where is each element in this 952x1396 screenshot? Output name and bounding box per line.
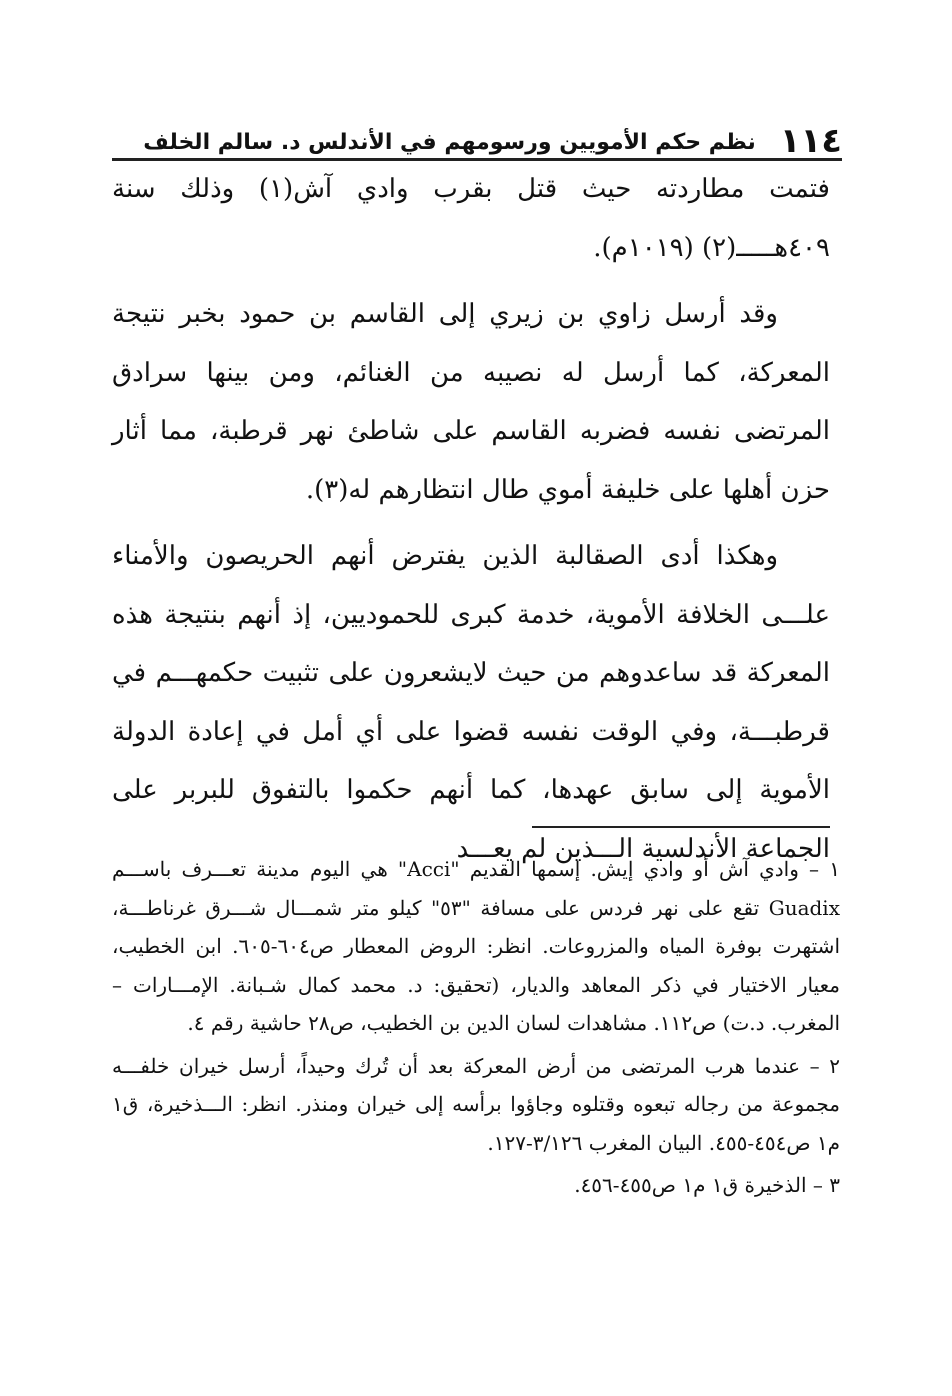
footnote-3: ٣ – الذخيرة ق١ م١ ص٤٥٥-٤٥٦.: [574, 1173, 840, 1197]
footnote-2: ٢ – عندما هرب المرتضى من أرض المعركة بعد أن تُرك وحيداً، أرسل خيران خلفـــه مجموعة من رجاله تبعوه وقتلوه وجاؤوا برأسه إلى خيران ومنذر. انظر: الـــذخيرة، ق١ م١ ص٤٥٤-٤٥٥. البيان المغرب ٣/١٢٦-١٢٧.: [112, 1053, 840, 1155]
body-text: [112, 160, 830, 878]
footnotes: [112, 850, 840, 1205]
paragraph-1: فتمت مطاردته حيث قتل بقرب وادي آش(١) وذلك سنة ٤٠٩هـــــ(٢) (١٠١٩م).: [112, 174, 830, 263]
paragraph-2: وقد أرسل زاوي بن زيري إلى القاسم بن حمود بخبر نتيجة المعركة، كما أرسل له نصيبه من الغنائم، ومن بينها سرادق المرتضى نفسه فضربه القاسم على شاطئ نهر قرطبة، مما أثار حزن أهلها على خليفة أموي طال انتظارهم له(٣).: [112, 299, 830, 505]
page-number: ١١٤: [779, 121, 842, 161]
page-header: [112, 112, 842, 161]
footnote-1: ١ – وادي آش أو وادي إيش. إسمها القديم "Acci" هي اليوم مدينة تعـــرف باســـم Guadix تقع على نهر فردس على مسافة "٥٣" كيلو متر شمـــال شـــرق غرناطـــة، اشتهرت بوفرة المياه والمزروعات. انظر: الروض المعطار ص٦٠٤-٦٠٥. ابن الخطيب، معيار الاختيار في ذكر المعاهد والديار، (تحقيق: د. محمد كمال شـبانة. الإمـــارات – المغرب. د.ت) ص١١٢. مشاهدات لسان الدين بن الخطيب، ص٢٨ حاشية رقم ٤.: [112, 857, 841, 1035]
paragraph-3: وهكذا أدى الصقالبة الذين يفترض أنهم الحريصون والأمناء علـــى الخلافة الأموية، خدمة كبرى للحموديين، إذ أنهم بنتيجة هذه المعركة قد ساعدوهم من حيث لايشعرون على تثبيت حكمهـــم في قرطبـــة، وفي الوقت نفسه قضوا على أي أمل في إعادة الدولة الأموية إلى سابق عهدها، كما أنهم حكموا بالتفوق للبربر على الجماعة الأندلسية الـــذين لم يعـــد: [112, 541, 830, 864]
footnote-separator: [532, 826, 830, 828]
running-title: نظم حكم الأمويين ورسومهم في الأندلس د. سالم الخلف: [143, 130, 756, 155]
